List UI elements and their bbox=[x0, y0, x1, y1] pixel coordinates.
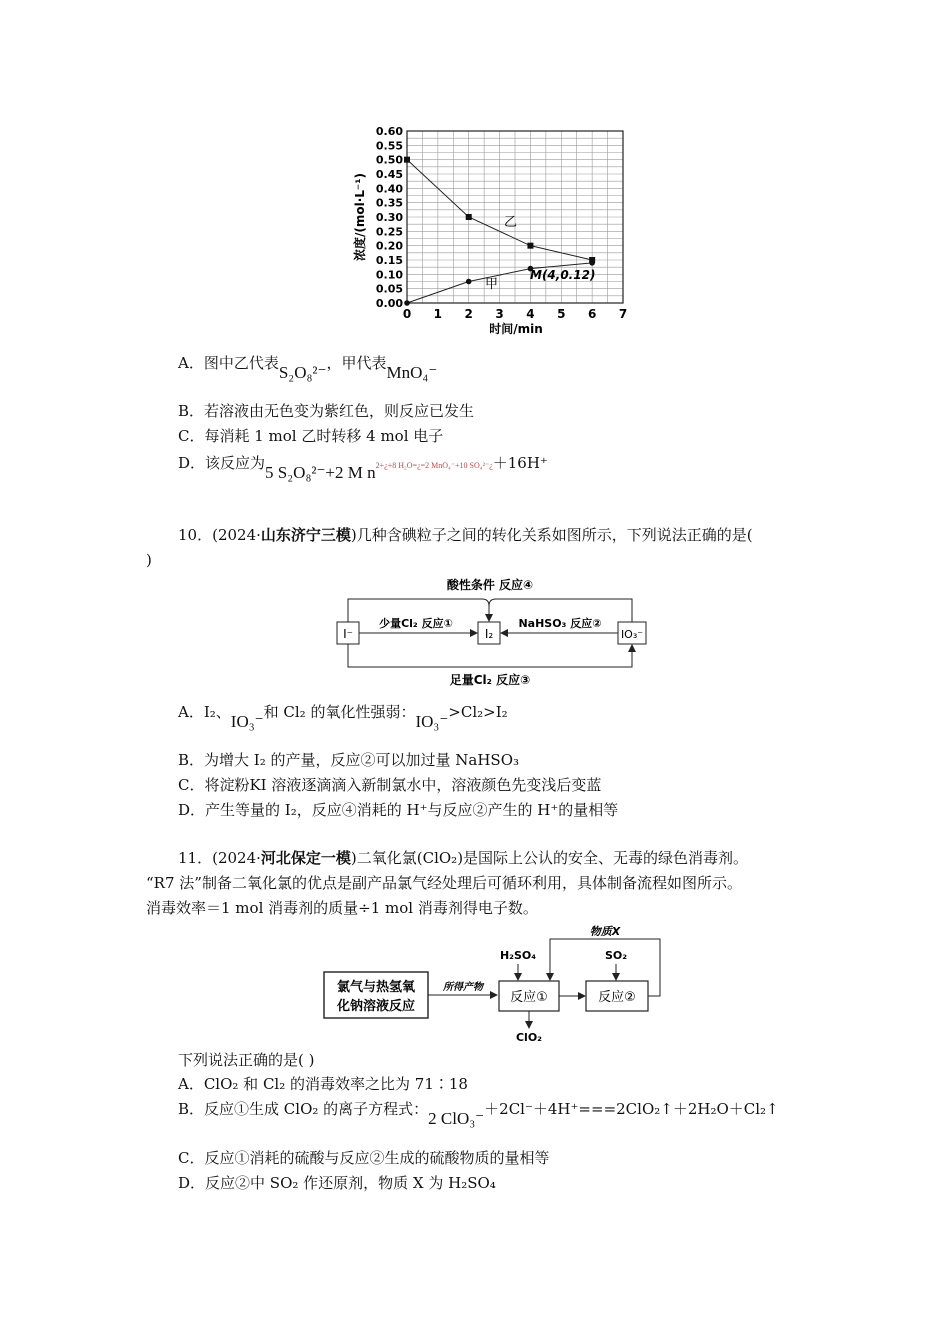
q10-stem: 10．(2024·山东济宁三模)几种含碘粒子之间的转化关系如图所示，下列说法正确的是( bbox=[178, 526, 753, 544]
chart-ylabel: 浓度/(mol·L⁻¹) bbox=[353, 172, 367, 262]
q11-option-a: A．ClO₂ 和 Cl₂ 的消毒效率之比为 71∶18 bbox=[178, 1075, 468, 1093]
y-tick-label: 0.25 bbox=[375, 225, 403, 239]
box-reaction2-label: 反应② bbox=[598, 990, 636, 1005]
x-tick-label: 0 bbox=[402, 307, 412, 321]
y-tick-label: 0.20 bbox=[375, 239, 403, 253]
box-iodine-label: I₂ bbox=[484, 627, 494, 641]
clo2-process-flow bbox=[318, 922, 668, 1047]
q9-option-c: C．每消耗 1 mol 乙时转移 4 mol 电子 bbox=[178, 427, 444, 445]
arrow2-label: NaHSO₃ 反应② bbox=[518, 617, 602, 630]
data-point bbox=[589, 260, 595, 266]
q9-option-d: D．该反应为5 S₂O₈²⁻+2 M n2+¿+8 H₂O=¿=2 MnO₄⁻+10 SO₄²⁻¿＋16H⁺ bbox=[178, 454, 548, 482]
y-tick-label: 0.15 bbox=[375, 254, 403, 267]
x-tick-label: 3 bbox=[495, 307, 504, 321]
q10-option-b: B．为增大 I₂ 的产量，反应②可以加过量 NaHSO₃ bbox=[178, 751, 520, 769]
y-tick-label: 0.50 bbox=[375, 153, 403, 167]
series-label-jia: 甲 bbox=[485, 277, 499, 292]
y-tick-label: 0.40 bbox=[375, 182, 403, 196]
y-tick-label: 0.55 bbox=[375, 139, 403, 153]
chart-ticks bbox=[376, 125, 627, 321]
arrow1-label: 少量Cl₂ 反应① bbox=[379, 617, 453, 630]
data-point bbox=[527, 243, 533, 249]
x-tick-label: 7 bbox=[618, 307, 628, 321]
data-point bbox=[404, 300, 410, 306]
arrow4-label: 酸性条件 反应④ bbox=[446, 578, 534, 592]
data-point bbox=[404, 157, 410, 163]
iodine-conversion-diagram bbox=[330, 572, 652, 690]
q11-stem-line2: “R7 法”制备二氧化氯的优点是副产品氯气经处理后可循环利用，具体制备流程如图所示。 bbox=[146, 874, 742, 892]
chart-xlabel: 时间/min bbox=[489, 322, 543, 336]
box-chlorine-naoh-line2: 化钠溶液反应 bbox=[336, 999, 416, 1014]
x-tick-label: 1 bbox=[433, 307, 443, 321]
x-tick-label: 6 bbox=[587, 307, 597, 321]
q10-option-d: D．产生等量的 I₂，反应④消耗的 H⁺与反应②产生的 H⁺的量相等 bbox=[178, 801, 619, 819]
arrow3-label: 足量Cl₂ 反应③ bbox=[449, 673, 531, 687]
y-tick-label: 0.35 bbox=[375, 196, 403, 210]
q9-option-b: B．若溶液由无色变为紫红色，则反应已发生 bbox=[178, 402, 475, 420]
box-iodide-label: I⁻ bbox=[343, 627, 353, 641]
clo2-label: ClO₂ bbox=[515, 1031, 543, 1044]
q10-stem-close: ) bbox=[146, 551, 152, 569]
q11-option-b: B．反应①生成 ClO₂ 的离子方程式：2 ClO₃⁻＋2Cl⁻＋4H⁺===2ClO₂↑＋2H₂O＋Cl₂↑ bbox=[178, 1100, 779, 1128]
x-tick-label: 4 bbox=[526, 307, 535, 321]
box-chlorine-naoh-line1: 氯气与热氢氧 bbox=[336, 980, 416, 995]
q9-option-a: A．图中乙代表S₂O₈²⁻，甲代表MnO₄⁻ bbox=[178, 354, 438, 382]
x-tick-label: 2 bbox=[464, 307, 473, 321]
so2-label: SO₂ bbox=[604, 949, 628, 962]
y-tick-label: 0.00 bbox=[375, 297, 403, 310]
q11-stem: 11．(2024·河北保定一模)二氧化氯(ClO₂)是国际上公认的安全、无毒的绿色消毒剂。 bbox=[178, 849, 749, 867]
concentration-time-chart bbox=[340, 118, 640, 343]
series-label-yi: 乙 bbox=[504, 215, 518, 230]
y-tick-label: 0.10 bbox=[375, 268, 403, 282]
q10-option-a: A．I₂、IO₃⁻和 Cl₂ 的氧化性强弱：IO₃⁻>Cl₂>I₂ bbox=[178, 703, 508, 731]
data-point bbox=[466, 279, 472, 285]
h2so4-label: H₂SO₄ bbox=[499, 949, 537, 962]
loop-substance-x-label: 物质X bbox=[589, 925, 621, 938]
q11-stem-line3: 消毒效率＝1 mol 消毒剂的质量÷1 mol 消毒剂得电子数。 bbox=[146, 899, 538, 917]
q10-option-c: C．将淀粉KI 溶液逐滴滴入新制氯水中，溶液颜色先变浅后变蓝 bbox=[178, 776, 602, 794]
data-point bbox=[466, 214, 472, 220]
y-tick-label: 0.45 bbox=[375, 168, 403, 181]
box-iodate-label: IO₃⁻ bbox=[620, 628, 644, 641]
box-reaction1-label: 反应① bbox=[510, 990, 548, 1005]
point-annotation: M(4,0.12) bbox=[530, 268, 596, 282]
y-tick-label: 0.05 bbox=[375, 282, 403, 296]
y-tick-label: 0.60 bbox=[375, 125, 403, 138]
x-tick-label: 5 bbox=[557, 307, 566, 321]
arrow-products-label: 所得产物 bbox=[443, 982, 483, 993]
q11-option-c: C．反应①消耗的硫酸与反应②生成的硫酸物质的量相等 bbox=[178, 1149, 550, 1167]
y-tick-label: 0.30 bbox=[375, 211, 403, 224]
q11-prompt: 下列说法正确的是( ) bbox=[178, 1051, 315, 1069]
q11-option-d: D．反应②中 SO₂ 作还原剂，物质 X 为 H₂SO₄ bbox=[178, 1174, 496, 1192]
